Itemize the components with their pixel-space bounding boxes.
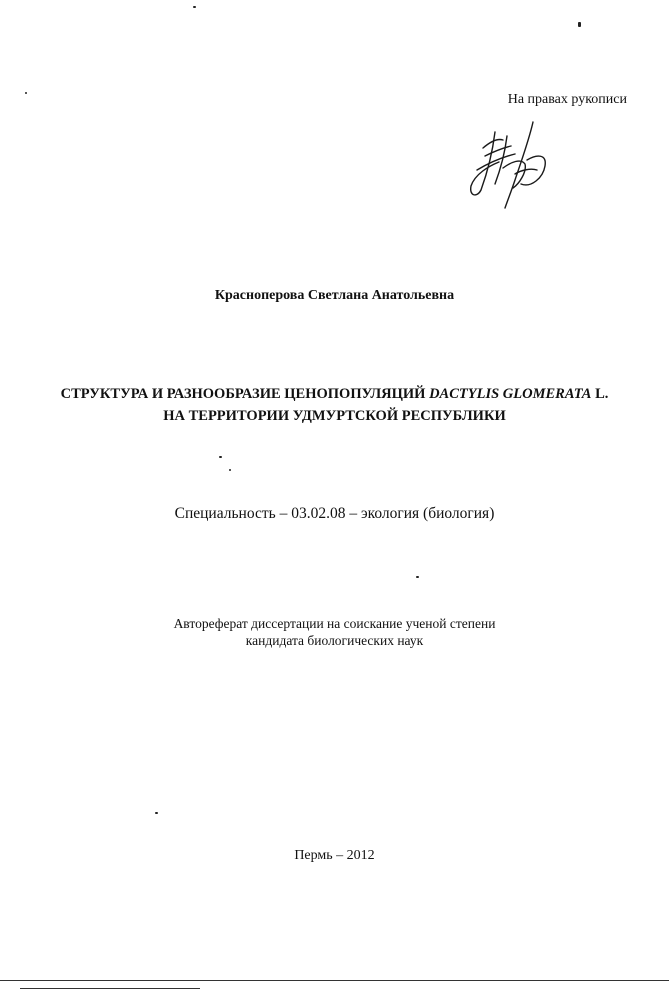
city-year: Пермь – 2012 (294, 848, 375, 863)
specialty-line: Специальность – 03.02.08 – экология (биология) (174, 505, 495, 522)
dissertation-title (0, 383, 669, 427)
scan-edge-line (20, 988, 200, 989)
scan-speck (578, 22, 581, 27)
handwritten-signature (455, 118, 575, 213)
scan-speck (416, 576, 419, 578)
scan-speck (219, 456, 222, 458)
scan-speck (155, 812, 158, 814)
abstract-line-2: кандидата биологических наук (245, 633, 424, 648)
rights-note: На правах рукописи (507, 92, 627, 107)
title-suffix: L. (591, 386, 609, 402)
scan-speck (25, 92, 27, 94)
title-line-1 (0, 383, 669, 405)
title-prefix: СТРУКТУРА И РАЗНООБРАЗИЕ ЦЕНОПОПУЛЯЦИЙ (60, 386, 430, 402)
scan-speck (193, 6, 196, 8)
scan-edge-line (0, 980, 669, 981)
abstract-line-1: Автореферат диссертации на соискание ученой степени (173, 616, 496, 631)
author-name: Красноперова Светлана Анатольевна (214, 288, 455, 303)
title-species: DACTYLIS GLOMERATA (429, 386, 592, 402)
abstract-description (0, 615, 669, 649)
title-line-2: НА ТЕРРИТОРИИ УДМУРТСКОЙ РЕСПУБЛИКИ (163, 408, 506, 424)
scan-speck (229, 469, 231, 471)
